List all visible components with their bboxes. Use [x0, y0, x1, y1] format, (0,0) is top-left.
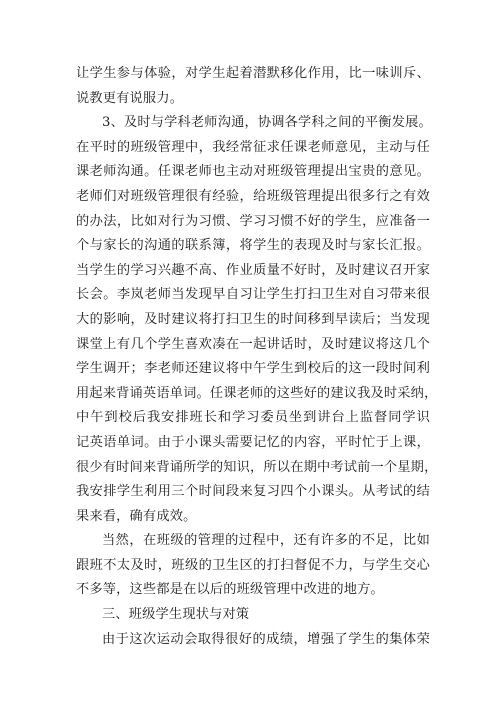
text-line: 学生调开；李老师还建议将中午学生到校后的这一段时间利: [76, 361, 430, 377]
text-line: 的办法，比如对行为习惯、学习习惯不好的学生，应准备一: [76, 213, 430, 229]
text-line: 跟班不太及时，班级的卫生区的打扫督促不力，与学生交心: [76, 557, 430, 573]
text-line: 让学生参与体验，对学生起着潜默移化作用，比一味训斥、: [76, 66, 430, 81]
text-line: 我安排学生利用三个时间段来复习四个小课头。从考试的结: [76, 484, 430, 500]
text-line: 老师们对班级管理很有经验，给班级管理提出很多行之有效: [76, 188, 430, 204]
section-heading-line: 三、班级学生现状与对策: [102, 607, 250, 623]
text-line: 课堂上有几个学生喜欢凑在一起讲话时，及时建议将这几个: [76, 336, 430, 352]
text-line: 用起来背诵英语单词。任课老师的这些好的建议我及时采纳，: [76, 385, 438, 401]
text-line: 不多等，这些都是在以后的班级管理中改进的地方。: [76, 582, 384, 598]
text-line: 中午到校后我安排班长和学习委员坐到讲台上监督同学识: [76, 410, 430, 426]
section-heading-line: 3、及时与学科老师沟通，协调各学科之间的平衡发展。: [102, 115, 432, 131]
text-line: 大的影响，及时建议将打扫卫生的时间移到早读后；当发现: [76, 311, 430, 327]
text-line: 由于这次运动会取得很好的成绩，增强了学生的集体荣: [102, 631, 430, 647]
text-line: 课老师沟通。任课老师也主动对班级管理提出宝贵的意见。: [76, 164, 430, 180]
text-line: 很少有时间来背诵所学的知识，所以在期中考试前一个星期，: [76, 459, 438, 475]
text-line: 长会。李岚老师当发现早自习让学生打扫卫生对自习带来很: [76, 287, 430, 303]
text-line: 当然，在班级的管理的过程中，还有许多的不足，比如: [102, 533, 430, 549]
text-line: 记英语单词。由于小课头需要记忆的内容，平时忙于上课，: [76, 434, 430, 450]
document-body: [76, 62, 438, 652]
text-line: 在平时的班级管理中，我经常征求任课老师意见，主动与任: [76, 139, 430, 155]
text-line: 果来看，确有成效。: [76, 508, 197, 524]
text-line: 个与家长的沟通的联系簿，将学生的表现及时与家长汇报。: [76, 238, 430, 254]
text-line: 当学生的学习兴趣不高、作业质量不好时，及时建议召开家: [76, 262, 430, 278]
text-line: 说教更有说服力。: [76, 90, 184, 106]
